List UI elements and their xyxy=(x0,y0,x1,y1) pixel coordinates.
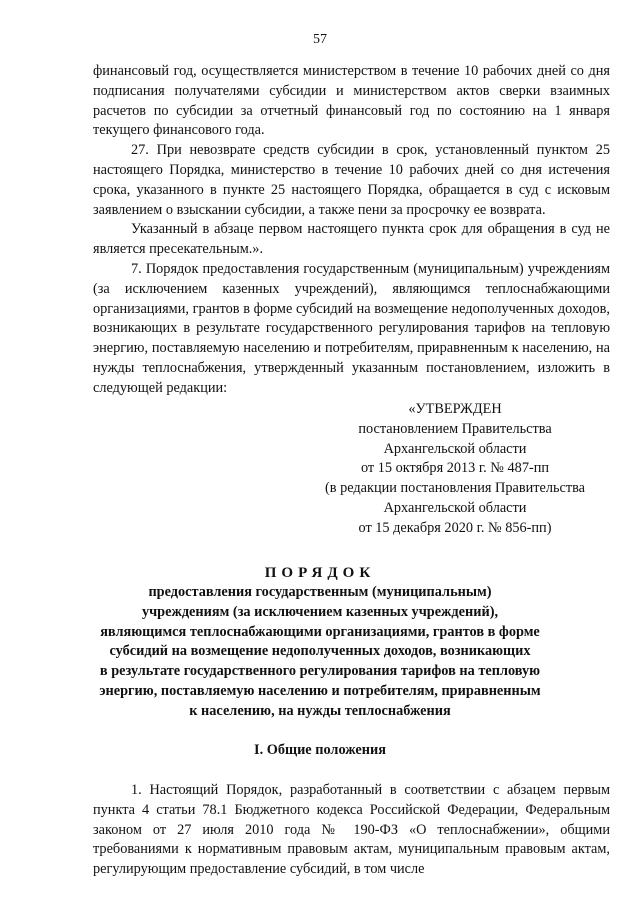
subtitle-line: учреждениям (за исключением казенных учреждений), xyxy=(141,603,499,620)
paragraph-continuation: финансовый год, осуществляется министерством в течение 10 рабочих дней со дня подписания получателями субсидии и министерством актов сверки взаимных расчетов по субсидии за отчетный финансовый год по состоянию на 1 января текущего финансового года. xyxy=(93,63,610,139)
subtitle-line: к населению, на нужды теплоснабжения xyxy=(189,702,451,719)
approval-line: постановлением Правительства xyxy=(358,420,552,437)
approval-line: «УТВЕРЖДЕН xyxy=(408,401,502,417)
approval-line: от 15 октября 2013 г. № 487-пп xyxy=(360,460,550,477)
approval-line: Архангельской области xyxy=(383,440,527,457)
section-paragraph: 1. Настоящий Порядок, разработанный в соответствии с абзацем первым пункта 4 статьи 78.1 Бюджетного кодекса Российской Федерации, Федеральным законом от 27 июля 2010 года № 190-ФЗ «О теплоснабжении», общими требованиями к нормативным правовым актам, муниципальным правовым актам, регулирующим предоставление субсидий, в том числе xyxy=(93,782,610,878)
paragraph-item-27: 27. При невозврате средств субсидии в срок, установленный пунктом 25 настоящего Порядка, министерство в течение 10 рабочих дней со дня истечения срока, указанного в пункте 25 настоящего Порядка, обращается в суд с исковым заявлением о взыскании субсидии, а также пени за просрочку ее возврата. xyxy=(93,142,610,218)
section-heading: I. Общие положения xyxy=(254,742,386,758)
page-number: 57 xyxy=(313,32,327,47)
approval-line: от 15 декабря 2020 г. № 856-пп) xyxy=(358,519,552,536)
subtitle-line: являющимся теплоснабжающими организациями, грантов в форме xyxy=(100,623,540,640)
subtitle-line: предоставления государственным (муниципальным) xyxy=(148,584,492,600)
document-title: ПОРЯДОК xyxy=(264,565,376,581)
section-body xyxy=(93,781,610,880)
approval-block xyxy=(300,400,610,539)
approval-line: Архангельской области xyxy=(383,499,527,516)
subtitle-line: энергию, поставляемую населению и потребителям, приравненным xyxy=(99,682,541,699)
body-text xyxy=(93,62,610,399)
subtitle-line: субсидий на возмещение недополученных доходов, возникающих xyxy=(109,643,531,660)
paragraph-deadline-note: Указанный в абзаце первом настоящего пункта срок для обращения в суд не является пресекательным.». xyxy=(93,221,610,258)
subtitle-line: в результате государственного регулирования тарифов на тепловую xyxy=(99,663,541,680)
paragraph-item-7: 7. Порядок предоставления государственным (муниципальным) учреждениям (за исключением казенных учреждений), являющимся теплоснабжающими организациями, грантов в форме субсидий на возмещение недополученных доходов, возникающих в результате государственного регулирования тарифов на тепловую энергию, поставляемую населению и потребителям, приравненным к населению, на нужды теплоснабжения, утвержденный указанным постановлением, изложить в следующей редакции: xyxy=(93,260,610,396)
approval-line: (в редакции постановления Правительства xyxy=(324,480,586,497)
document-subtitle xyxy=(0,583,640,722)
